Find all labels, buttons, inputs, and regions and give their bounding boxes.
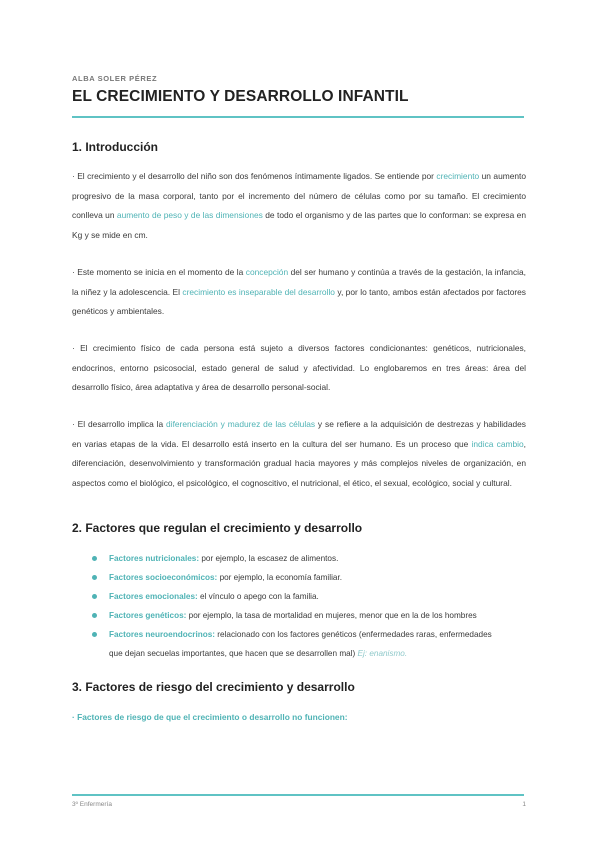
bullet-icon: [92, 594, 97, 599]
factor-term: Factores neuroendocrinos:: [109, 630, 216, 639]
highlight-term: aumento de peso y de las dimensiones: [116, 210, 263, 221]
bullet-icon: [92, 575, 97, 580]
intro-paragraph-1: [72, 167, 526, 245]
text-run: · Este momento se inicia en el momento de la: [72, 267, 246, 277]
title-divider: [72, 116, 524, 118]
list-item: [72, 587, 526, 606]
text-run: · El desarrollo implica la: [72, 419, 167, 429]
list-item: [72, 625, 526, 663]
author-name: ALBA SOLER PÉREZ: [72, 74, 158, 83]
factor-text: por ejemplo, la economía familiar.: [217, 573, 342, 582]
intro-paragraph-4: [72, 415, 526, 493]
list-item: [72, 568, 526, 587]
intro-paragraph-2: [72, 263, 526, 322]
text-run: · El crecimiento físico de cada persona está sujeto a diversos factores condicionantes: genéticos, nutricionales, endocrinos, entorno psicosocial, estado general de salud y afectividad. Lo englobaremos en tres áreas: área del desarrollo físico, área adaptativa y área de desarrollo personal-social.: [72, 343, 526, 393]
text-run: un aumento progresivo de la masa corporal, tanto por el incremento del número de células como por su tamaño. El crecimiento conlleva un: [72, 171, 526, 221]
factors-list: [72, 549, 526, 663]
list-item: [72, 606, 526, 625]
example-text: Ej: enanismo.: [357, 649, 408, 658]
bullet-icon: [92, 632, 97, 637]
highlight-term: indica cambio: [471, 438, 524, 449]
footer-divider: [72, 794, 524, 796]
page-number: 1: [522, 801, 526, 808]
highlight-term: crecimiento: [436, 171, 480, 181]
document-title: EL CRECIMIENTO Y DESARROLLO INFANTIL: [72, 88, 409, 105]
intro-paragraph-3: [72, 339, 526, 398]
footer-course: 3º Enfermería: [72, 801, 112, 808]
risk-factors-subheading: · Factores de riesgo de que el crecimiento o desarrollo no funcionen:: [72, 712, 348, 722]
section-2-heading: 2. Factores que regulan el crecimiento y desarrollo: [72, 521, 363, 535]
text-run: y se refiere a la adquisición de destrezas y habilidades en varias etapas de la vida. El desarrollo está inserto en la cultura del ser humano. Es un proceso que: [72, 419, 526, 449]
factor-term: Factores socioeconómicos:: [109, 573, 218, 582]
highlight-term: concepción: [245, 267, 289, 277]
factor-text: por ejemplo, la escasez de alimentos.: [199, 554, 339, 563]
factor-text-continued: [109, 644, 526, 663]
text-run: del ser humano y continúa a través de la gestación, la infancia, la niñez y la adolescencia. El: [72, 267, 526, 297]
text-run: , diferenciación, desenvolvimiento y transformación gradual hacia mayores y más complejos niveles de organización, en aspectos como el biológico, el psicológico, el cognoscitivo, el nutricional, el ético, el sexual, ecológico, social y cultural.: [72, 438, 526, 488]
section-1-heading: 1. Introducción: [72, 140, 159, 154]
factor-text: el vínculo o apego con la familia.: [197, 592, 319, 601]
highlight-term: diferenciación y madurez de las células: [166, 419, 316, 429]
factor-term: Factores emocionales:: [109, 592, 198, 601]
factor-term: Factores nutricionales:: [109, 554, 200, 563]
factor-text: relacionado con los factores genéticos (enfermedades raras, enfermedades: [215, 630, 492, 639]
text-run: · El crecimiento y el desarrollo del niño son dos fenómenos íntimamente ligados. Se entiende por: [72, 171, 437, 181]
bullet-icon: [92, 613, 97, 618]
factor-term: Factores genéticos:: [109, 611, 187, 620]
highlight-term: crecimiento es inseparable del desarrollo: [182, 286, 335, 297]
text-run: y, por lo tanto, ambos están afectados por factores genéticos y ambientales.: [72, 286, 526, 317]
list-item: [72, 549, 526, 568]
section-3-heading: 3. Factores de riesgo del crecimiento y desarrollo: [72, 680, 355, 694]
factor-text: por ejemplo, la tasa de mortalidad en mujeres, menor que en la de los hombres: [186, 611, 477, 620]
bullet-icon: [92, 556, 97, 561]
text-run: de todo el organismo y de las partes que lo conforman: se expresa en Kg y se mide en cm.: [72, 210, 526, 240]
factor-text: que dejan secuelas importantes, que hacen que se desarrollen mal): [109, 649, 358, 658]
